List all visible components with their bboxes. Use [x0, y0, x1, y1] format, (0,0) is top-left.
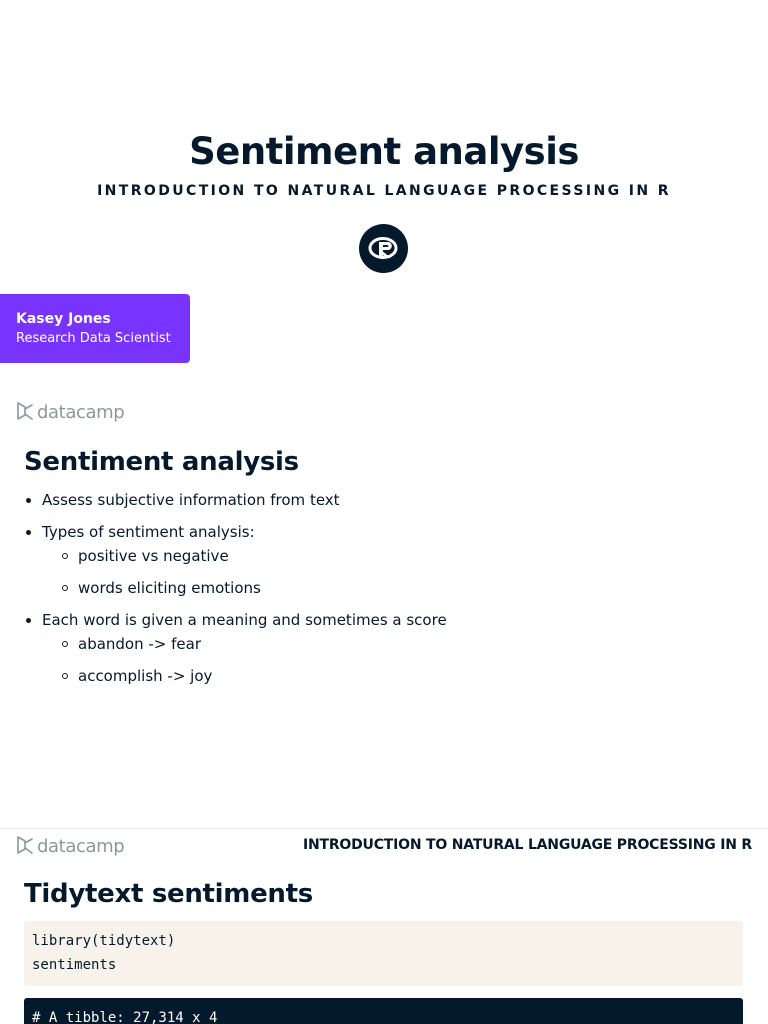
output-block	[24, 998, 743, 1024]
bullet-text: Assess subjective information from text	[42, 491, 340, 509]
bullet-item	[24, 489, 744, 511]
sub-bullet-list	[42, 545, 744, 599]
output-line: # A tibble: 27,314 x 4	[32, 1010, 218, 1024]
bullet-text: Each word is given a meaning and sometimes a score	[42, 611, 447, 629]
course-subtitle: INTRODUCTION TO NATURAL LANGUAGE PROCESSING IN R	[97, 183, 671, 199]
sub-bullet-item: positive vs negative	[42, 545, 744, 567]
slide-heading: Tidytext sentiments	[24, 879, 313, 909]
slide-heading: Sentiment analysis	[24, 447, 299, 477]
author-role: Research Data Scientist	[16, 331, 171, 346]
author-card	[0, 294, 190, 363]
datacamp-logo-icon	[16, 401, 34, 423]
sub-bullet-list	[42, 633, 744, 687]
slide-title: Sentiment analysis	[189, 130, 579, 173]
datacamp-wordmark: datacamp	[37, 835, 125, 857]
tidytext-slide	[0, 829, 768, 1024]
bullet-list	[24, 489, 744, 697]
sub-bullet-item: abandon -> fear	[42, 633, 744, 655]
code-line: sentiments	[32, 957, 117, 973]
content-slide	[0, 395, 768, 827]
title-slide	[0, 0, 768, 395]
bullet-item	[24, 609, 744, 687]
datacamp-logo	[16, 835, 124, 857]
bullet-text: Types of sentiment analysis:	[42, 523, 255, 541]
datacamp-logo	[16, 401, 124, 423]
datacamp-wordmark: datacamp	[37, 401, 125, 423]
code-block	[24, 921, 743, 986]
r-logo-icon	[359, 224, 408, 273]
sub-bullet-item: accomplish -> joy	[42, 665, 744, 687]
sub-bullet-item: words eliciting emotions	[42, 577, 744, 599]
code-line: library(tidytext)	[32, 933, 176, 949]
author-name: Kasey Jones	[16, 311, 111, 327]
datacamp-logo-icon	[16, 835, 34, 857]
bullet-item	[24, 521, 744, 599]
course-header: INTRODUCTION TO NATURAL LANGUAGE PROCESSING IN R	[302, 837, 752, 853]
